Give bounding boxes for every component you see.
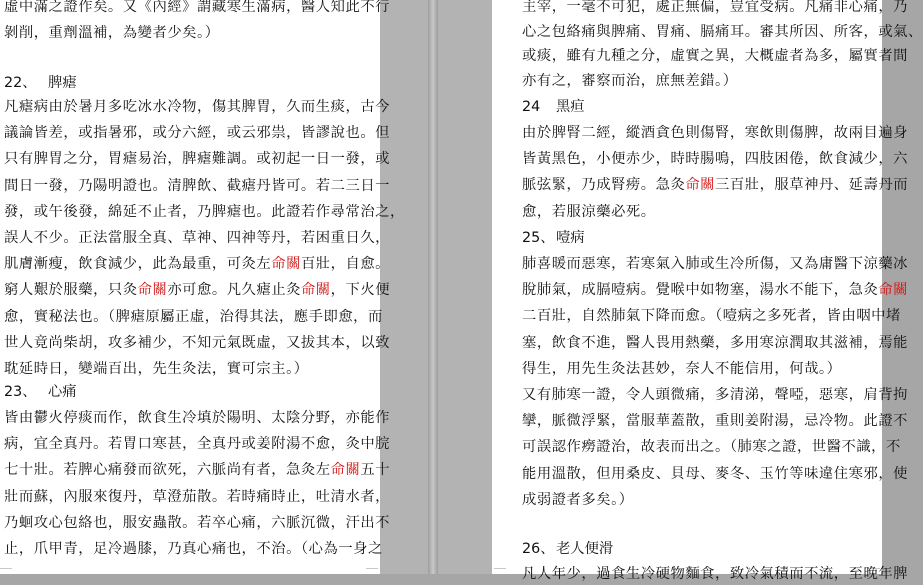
corner-mark: [0, 568, 12, 569]
text-segment: 剝削，重劑溫補，為變者少矣。）: [4, 25, 220, 41]
section-title: 噎病: [556, 230, 585, 246]
section-title: 脾瘧: [48, 75, 77, 91]
body-line: [522, 436, 901, 458]
text-segment: 亦可愈。凡久瘧止灸: [167, 282, 301, 299]
body-line: [4, 512, 390, 534]
text-segment: 脈弦緊，乃成腎痨。急灸: [522, 177, 686, 194]
text-segment: 皆由鬱火停痰而作，飲食生冷填於陽明、太陰分野，亦能作: [4, 410, 391, 426]
text-segment: 脫肺氣，成膈噎病。覺喉中如物塞，湯水不能下，急灸: [522, 282, 879, 299]
text-segment: 能用溫散，但用桑皮、貝母、麥冬、玉竹等味違住寒邪，使: [522, 465, 909, 482]
body-line: [4, 201, 405, 223]
text-segment: 五十: [360, 462, 391, 479]
section-heading: [522, 538, 613, 560]
body-line: [4, 407, 390, 429]
body-line: [4, 148, 390, 170]
text-segment: 百壯，自愈。: [300, 256, 391, 273]
body-line: [522, 0, 908, 18]
text-segment: 耽延時日，變端百出，先生灸法，實可宗主。）: [4, 361, 309, 377]
body-line: [4, 22, 220, 44]
body-line: [522, 45, 908, 67]
text-segment: 心之包絡痛與脾痛、胃痛、膈痛耳。審其所因、所客，或氣、: [522, 23, 923, 40]
body-line: [4, 538, 383, 560]
section-number: 26、: [522, 541, 555, 557]
body-line: [522, 148, 908, 170]
text-segment: 乃蛔攻心包絡也，服安蟲散。若卒心痛，六脈沉微，汗出不: [4, 514, 391, 531]
text-segment: 凡瘧病由於暑月多吃冰水冷物，傷其脾胃，久而生痰，古今: [4, 99, 391, 115]
body-line: [522, 174, 908, 196]
text-segment: 病，宜全真丹。若胃口寒甚，全真丹或姜附湯不愈，灸中脘: [4, 436, 391, 453]
text-segment: 愈，若服涼藥必死。: [522, 203, 656, 220]
body-line: [522, 332, 908, 354]
text-segment: 皆黃黑色，小便赤少，時時腸鳴，四肢困倦，飲食減少，六: [522, 151, 909, 168]
acupoint-highlight: 命關: [137, 282, 168, 299]
section-title: 心痛: [48, 384, 77, 400]
body-line: [522, 410, 908, 432]
text-segment: 凡人年少，過食生冷硬物麵食，致冷氣積而不流，至晚年脾: [522, 566, 909, 582]
acupoint-highlight: 命關: [271, 256, 301, 273]
text-segment: 只有脾胃之分，胃瘧易治，脾瘧難調。或初起一日一發，或: [4, 151, 391, 168]
text-segment: 可誤認作癆證治，故表而出之。（肺寒之證，世醫不識，不: [522, 439, 901, 456]
text-segment: 七十壯。若脾心痛發而欲死，六脈尚有者，急灸左: [4, 462, 331, 479]
body-line: [522, 358, 841, 380]
body-line: [522, 463, 908, 485]
section-number: 24: [522, 99, 541, 115]
body-line: [522, 384, 908, 406]
body-line: [4, 358, 309, 380]
text-segment: 議論皆差，或指暑邪，或分六經，或云邪祟，皆謬說也。但: [4, 125, 391, 142]
section-number: 23、: [4, 384, 37, 400]
body-line: [4, 306, 383, 328]
left-page: [0, 0, 405, 574]
body-line: [522, 305, 901, 327]
text-segment: 世人竟尚柴胡，攻多補少，不知元氣既虛，又拔其本，以致: [4, 334, 391, 351]
section-title: 黑疸: [556, 99, 585, 115]
text-segment: 三百壯，服草神丹、延壽丹而: [715, 177, 909, 194]
body-line: [4, 279, 390, 301]
acupoint-highlight: 命關: [685, 177, 716, 194]
body-line: [522, 122, 908, 144]
section-number: 22、: [4, 75, 37, 91]
text-segment: 止，爪甲青，足冷過膝，乃真心痛也，不治。（心為一身之: [4, 541, 383, 557]
body-line: [4, 253, 390, 275]
page-separator: [428, 0, 438, 574]
body-line: [4, 227, 390, 249]
text-segment: 二百壯，自然肺氣下降而愈。（噎病之多死者，皆由咽中堵: [522, 308, 901, 325]
body-line: [522, 201, 656, 223]
body-line: [522, 489, 634, 511]
body-line: [522, 279, 908, 301]
corner-mark: [366, 568, 378, 569]
acupoint-highlight: 命關: [300, 282, 331, 299]
section-heading: [4, 381, 77, 403]
text-segment: 或痰，雖有九種之分，虛實之異，大概虛者為多，屬實者間: [522, 48, 909, 64]
text-segment: 虛中滿之證作矣。又《內經》謂藏寒生滿病，醫人知此不行: [4, 0, 391, 15]
section-heading: [522, 227, 585, 249]
body-line: [522, 253, 908, 275]
corner-mark: [494, 568, 506, 569]
section-number: 25、: [522, 230, 555, 246]
body-line: [4, 486, 390, 508]
text-segment: 肌膚漸瘦，飲食減少，此為最重，可灸左: [4, 256, 272, 273]
text-segment: 間日一發，乃陽明證也。清脾飲、截瘧丹皆可。若二三日一: [4, 177, 391, 194]
text-segment: 誤人不少。正法當服全真、草神、四神等丹，若困重日久，: [4, 230, 391, 246]
text-segment: ，下火便: [330, 282, 391, 299]
body-line: [522, 21, 923, 43]
body-line: [4, 0, 390, 18]
body-line: [522, 70, 738, 92]
text-segment: 亦有之，審察而治，庶無差錯。）: [522, 72, 738, 89]
text-segment: 肺喜暖而惡寒，若寒氣入肺或生冷所傷，又為庸醫下涼藥冰: [522, 256, 909, 272]
text-segment: 窮人艱於服藥，只灸: [4, 282, 138, 299]
text-segment: 塞，飲食不進，醫人畏用熱藥，多用寒涼潤取其滋補，焉能: [522, 334, 909, 351]
body-line: [4, 459, 390, 481]
text-segment: 得生，用先生灸法甚妙，奈人不能信用，何哉。）: [522, 360, 842, 377]
text-segment: 成弱證者多矣。）: [522, 491, 634, 508]
body-line: [4, 96, 390, 118]
text-segment: 攣，脈微浮緊，當服華蓋散，重則姜附湯，忌冷物。此證不: [522, 413, 909, 430]
right-page: [492, 0, 923, 582]
body-line: [522, 563, 908, 585]
text-segment: 發，或午後發，綿延不止者，乃脾瘧也。此證若作尋常治之，: [4, 203, 405, 220]
body-line: [4, 175, 390, 197]
text-segment: 又有肺寒一證，令人頭微痛，多清涕，聲啞，惡寒，肩背拘: [522, 387, 909, 403]
section-title: 老人便滑: [556, 541, 614, 557]
text-segment: 由於脾腎二經，縱酒貪色則傷腎，寒飲則傷脾，故兩目遍身: [522, 125, 909, 141]
body-line: [4, 122, 390, 144]
acupoint-highlight: 命關: [878, 282, 909, 299]
section-heading: [522, 96, 585, 118]
body-line: [4, 433, 390, 455]
text-segment: 主宰，一毫不可犯，處正無偏，豈宜受病。凡痛非心痛，乃: [522, 0, 909, 15]
text-segment: 愈，實秘法也。（脾瘧原屬正虛，治得其法，應手即愈，而: [4, 308, 383, 325]
section-heading: [4, 72, 77, 94]
acupoint-highlight: 命關: [330, 462, 361, 479]
body-line: [4, 332, 390, 354]
text-segment: 壯而蘇，內服來復丹，草澄茄散。若時痛時止，吐清水者，: [4, 488, 391, 505]
